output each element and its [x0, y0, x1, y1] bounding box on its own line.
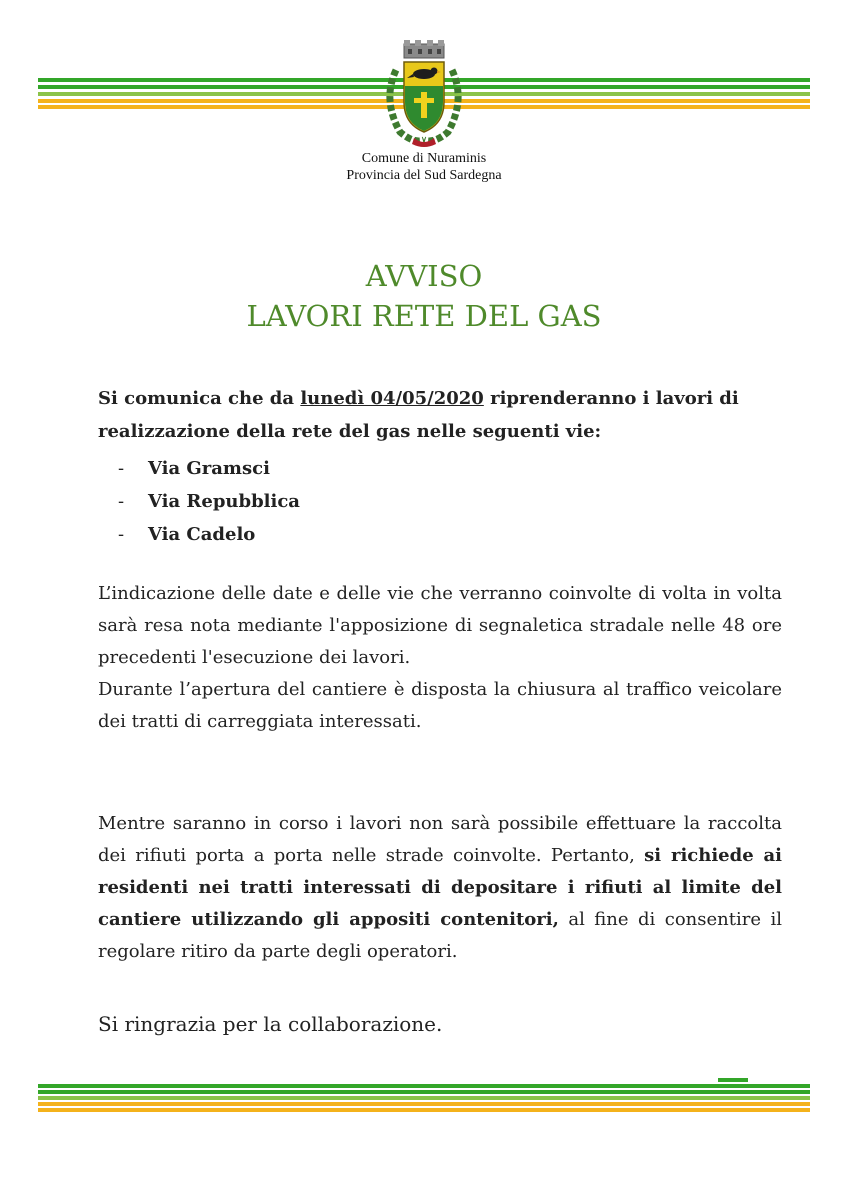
list-item: [118, 485, 300, 518]
list-marker: -: [118, 458, 125, 479]
intro-paragraph: [98, 382, 782, 448]
intro-text-start: Si comunica che da: [98, 388, 301, 409]
yellow-stripe: [38, 1108, 810, 1112]
green-stripe: [38, 1090, 810, 1094]
municipality-name: Comune di Nuraminis: [361, 151, 487, 166]
list-item: [118, 518, 300, 551]
schedule-paragraph: [98, 578, 782, 738]
intro-text-end: riprenderanno i lavori di realizzazione della rete del gas nelle seguenti vie:: [98, 388, 739, 442]
light-green-stripe: [38, 1096, 810, 1100]
waste-collection-paragraph: [98, 808, 782, 968]
street-name: Via Cadelo: [148, 524, 256, 545]
resume-date: lunedì 04/05/2020: [300, 388, 484, 409]
waste-text-end: al fine di consentire il regolare ritiro da parte degli operatori.: [98, 909, 782, 962]
footer-stripes: [38, 1078, 810, 1112]
traffic-closure-text: Durante l’apertura del cantiere è disposta la chiusura al traffico veicolare dei tratti di carreggiata interessati.: [98, 679, 782, 732]
waste-instructions: si richiede ai residenti nei tratti interessati di depositare i rifiuti al limite del cantiere utilizzando gli appositi contenitori,: [98, 845, 783, 930]
title-line-2: LAVORI RETE DEL GAS: [246, 299, 602, 333]
list-item: [118, 452, 300, 485]
province-name: Provincia del Sud Sardegna: [346, 168, 502, 183]
street-name: Via Gramsci: [148, 458, 270, 479]
thanks-line: Si ringrazia per la collaborazione.: [98, 1012, 443, 1036]
notice-title: [0, 256, 848, 336]
title-line-1: AVVISO: [365, 259, 483, 293]
green-stripe: [38, 1084, 810, 1088]
yellow-stripe: [38, 1102, 810, 1106]
waste-text-start: Mentre saranno in corso i lavori non sarà possibile effettuare la raccolta dei rifiuti porta a porta nelle strade coinvolte. Pertanto,: [98, 813, 782, 866]
green-stripe: [718, 1078, 748, 1082]
list-marker: -: [118, 524, 125, 545]
municipal-coat-of-arms-icon: [374, 40, 474, 152]
dates-notice-text: L’indicazione delle date e delle vie che verranno coinvolte di volta in volta sarà resa nota mediante l'apposizione di segnaletica stradale nelle 48 ore precedenti l'esecuzione dei lavori.: [98, 583, 782, 668]
street-name: Via Repubblica: [148, 491, 300, 512]
municipality-heading: [0, 150, 848, 184]
list-marker: -: [118, 491, 125, 512]
street-list: [118, 452, 300, 551]
